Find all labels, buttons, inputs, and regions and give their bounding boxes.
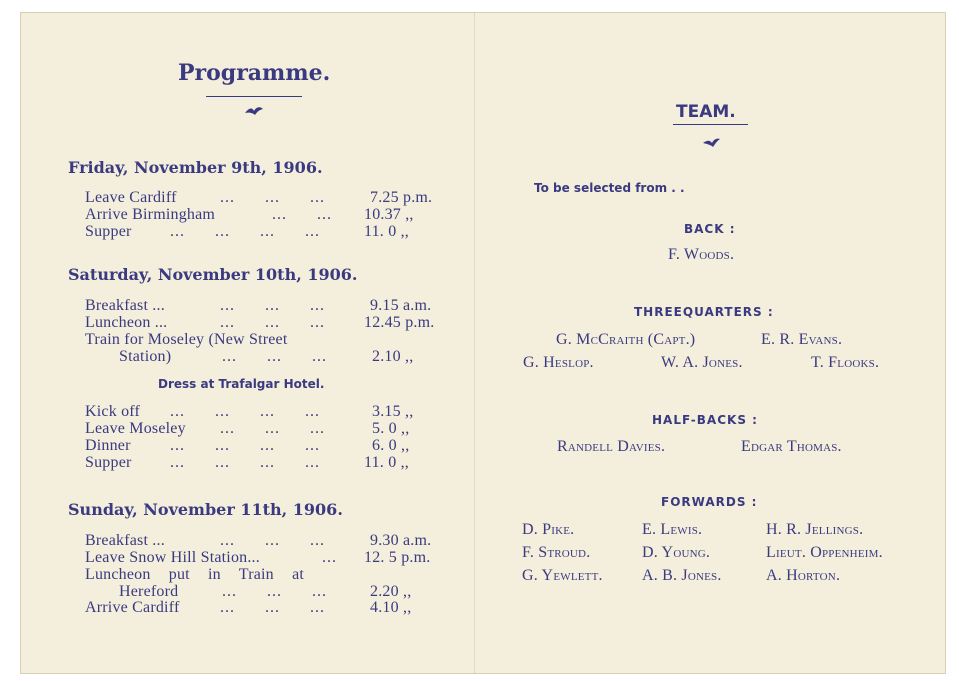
leader-dots: ... ... ... ... [170,403,320,420]
fold-line [474,12,475,674]
player-name: D. Pike. [522,521,575,538]
day-heading-friday: Friday, November 9th, 1906. [68,158,323,177]
schedule-time: 2.10 ,, [372,348,414,365]
schedule-time: 9.30 a.m. [370,532,432,549]
schedule-time: 12.45 p.m. [364,314,435,331]
schedule-label: Leave Moseley [85,420,186,437]
schedule-time: 12. 5 p.m. [364,549,431,566]
bird-ornament-icon [701,135,723,149]
player-name: W. A. Jones. [661,354,743,371]
team-title: TEAM. [676,102,736,122]
player-name: A. B. Jones. [642,567,722,584]
team-intro: To be selected from . . [534,181,685,195]
schedule-time: 4.10 ,, [370,599,412,616]
schedule-label: Dinner [85,437,131,454]
player-name: Randell Davies. [557,438,666,455]
leader-dots: ... ... ... [222,583,327,600]
schedule-label: Station) [119,348,172,365]
schedule-label: Breakfast ... [85,532,165,549]
schedule-time: 7.25 p.m. [370,189,433,206]
player-name: G. McCraith (Capt.) [556,331,696,348]
forwards-heading: FORWARDS : [661,495,758,509]
schedule-label: Supper [85,454,132,471]
player-name: E. Lewis. [642,521,703,538]
schedule-time: 2.20 ,, [370,583,412,600]
dress-note: Dress at Trafalgar Hotel. [158,377,325,391]
day-heading-saturday: Saturday, November 10th, 1906. [68,265,358,284]
player-name: F. Stroud. [522,544,591,561]
schedule-time: 5. 0 ,, [372,420,410,437]
leader-dots: ... ... [272,206,332,223]
player-name: E. R. Evans. [761,331,843,348]
programme-title: Programme. [178,60,331,86]
player-name: H. R. Jellings. [766,521,864,538]
schedule-label: Luncheon ... [85,314,168,331]
back-heading: BACK : [684,222,736,236]
player-name: G. Yewlett. [522,567,603,584]
leader-dots: ... ... ... [220,420,325,437]
schedule-time: 6. 0 ,, [372,437,410,454]
schedule-time: 11. 0 ,, [364,454,410,471]
schedule-label: Leave Cardiff [85,189,177,206]
leader-dots: ... [322,549,337,566]
schedule-time: 9.15 a.m. [370,297,432,314]
title-underline [206,96,302,97]
halfbacks-heading: HALF-BACKS : [652,413,758,427]
player-name: D. Young. [642,544,711,561]
schedule-label: Breakfast ... [85,297,165,314]
leader-dots: ... ... ... [222,348,327,365]
schedule-time: 10.37 ,, [364,206,414,223]
schedule-time: 3.15 ,, [372,403,414,420]
leader-dots: ... ... ... [220,532,325,549]
schedule-time: 11. 0 ,, [364,223,410,240]
leader-dots: ... ... ... [220,314,325,331]
leader-dots: ... ... ... ... [170,223,320,240]
threequarters-heading: THREEQUARTERS : [634,305,774,319]
schedule-label: Leave Snow Hill Station... [85,549,260,566]
leader-dots: ... ... ... [220,297,325,314]
player-name: Lieut. Oppenheim. [766,544,883,561]
schedule-label: Arrive Birmingham [85,206,216,223]
leader-dots: ... ... ... ... [170,437,320,454]
leader-dots: ... ... ... [220,189,325,206]
player-name: A. Horton. [766,567,841,584]
player-name: Edgar Thomas. [741,438,842,455]
bird-ornament-icon [243,104,265,118]
schedule-label: Hereford [119,583,179,600]
leader-dots: ... ... ... [220,599,325,616]
player-name: F. Woods. [668,246,735,263]
team-underline [673,124,748,125]
schedule-label: Kick off [85,403,141,420]
player-name: T. Flooks. [811,354,880,371]
day-heading-sunday: Sunday, November 11th, 1906. [68,500,343,519]
schedule-label: Supper [85,223,132,240]
schedule-label: Arrive Cardiff [85,599,180,616]
player-name: G. Heslop. [523,354,594,371]
schedule-label: Train for Moseley (New Street [85,331,288,348]
leader-dots: ... ... ... ... [170,454,320,471]
schedule-label: Luncheon put in Train at [85,566,305,583]
